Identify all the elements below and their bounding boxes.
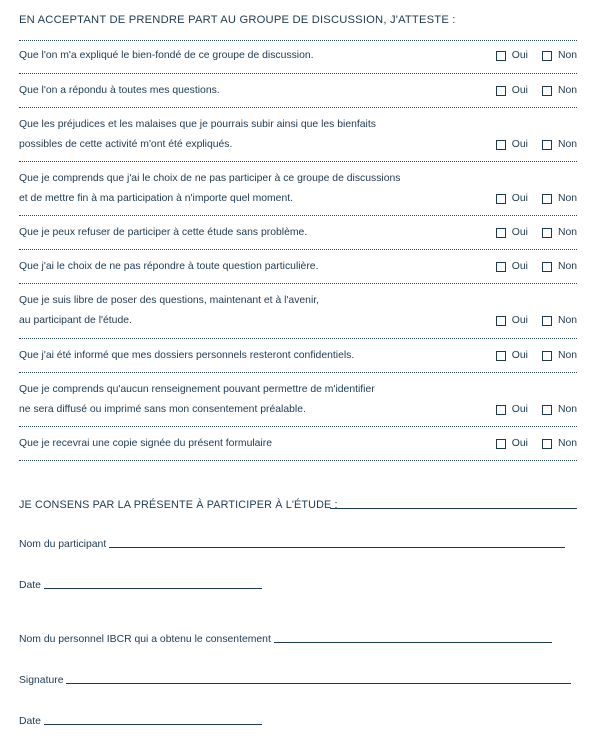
option-yes-label: Oui <box>511 139 528 150</box>
option-yes-label: Oui <box>511 227 528 238</box>
option-yes[interactable] <box>496 346 528 366</box>
consent-title: JE CONSENS PAR LA PRÉSENTE À PARTICIPER À L'ÉTUDE : <box>19 499 338 511</box>
attestation-text: Que j'ai le choix de ne pas répondre à toute question particulière. <box>19 261 319 272</box>
checkbox-no[interactable] <box>542 405 552 415</box>
option-yes[interactable] <box>496 257 528 277</box>
option-yes-label: Oui <box>511 85 528 96</box>
yes-no-options <box>496 81 577 101</box>
dotted-divider <box>19 215 577 216</box>
dotted-divider <box>19 426 577 427</box>
date-line-1[interactable] <box>44 588 262 589</box>
dotted-divider <box>19 283 577 284</box>
yes-no-options <box>496 189 577 209</box>
checkbox-no[interactable] <box>542 51 552 61</box>
dotted-divider <box>19 249 577 250</box>
option-no[interactable] <box>542 81 577 101</box>
checkbox-no[interactable] <box>542 439 552 449</box>
option-yes[interactable] <box>496 400 528 420</box>
signature-label: Signature <box>19 675 64 686</box>
option-no[interactable] <box>542 135 577 155</box>
dotted-divider <box>19 372 577 373</box>
date-field-1[interactable] <box>19 580 262 591</box>
option-yes-label: Oui <box>511 193 528 204</box>
option-yes[interactable] <box>496 223 528 243</box>
option-yes[interactable] <box>496 135 528 155</box>
attestation-text: Que je peux refuser de participer à cette étude sans problème. <box>19 227 308 238</box>
attestation-text: Que j'ai été informé que mes dossiers personnels resteront confidentiels. <box>19 350 355 361</box>
option-no-label: Non <box>557 227 577 238</box>
option-no[interactable] <box>542 46 577 66</box>
date-line-2[interactable] <box>44 724 262 725</box>
checkbox-yes[interactable] <box>496 351 506 361</box>
checkbox-no[interactable] <box>542 316 552 326</box>
dotted-divider <box>19 107 577 108</box>
attestation-item <box>19 223 577 243</box>
dotted-divider <box>19 73 577 74</box>
option-yes[interactable] <box>496 434 528 454</box>
yes-no-options <box>496 257 577 277</box>
attestation-text: Que je recevrai une copie signée du présent formulaire <box>19 438 272 449</box>
attestation-text: au participant de l'étude. <box>19 315 132 326</box>
checkbox-no[interactable] <box>542 228 552 238</box>
checkbox-no[interactable] <box>542 351 552 361</box>
participant-name-field[interactable] <box>19 539 565 550</box>
date-label-2: Date <box>19 716 41 727</box>
attestation-text: Que je suis libre de poser des questions, maintenant et à l'avenir, <box>19 295 320 306</box>
option-no-label: Non <box>557 139 577 150</box>
option-no-label: Non <box>557 404 577 415</box>
attestation-item <box>19 434 577 454</box>
option-no-label: Non <box>557 261 577 272</box>
option-no[interactable] <box>542 434 577 454</box>
yes-no-options <box>496 223 577 243</box>
attestation-item <box>19 46 577 66</box>
option-no[interactable] <box>542 311 577 331</box>
attestation-text: possibles de cette activité m'ont été expliqués. <box>19 139 233 150</box>
option-no-label: Non <box>557 50 577 61</box>
option-yes-label: Oui <box>511 404 528 415</box>
option-yes-label: Oui <box>511 261 528 272</box>
checkbox-yes[interactable] <box>496 228 506 238</box>
date-label-1: Date <box>19 580 41 591</box>
option-no[interactable] <box>542 400 577 420</box>
signature-line[interactable] <box>66 683 571 684</box>
staff-name-label: Nom du personnel IBCR qui a obtenu le consentement <box>19 634 271 645</box>
attestation-item <box>19 169 577 209</box>
attestation-item <box>19 115 577 155</box>
yes-no-options <box>496 434 577 454</box>
checkbox-yes[interactable] <box>496 439 506 449</box>
yes-no-options <box>496 135 577 155</box>
option-yes[interactable] <box>496 46 528 66</box>
yes-no-options <box>496 311 577 331</box>
option-yes-label: Oui <box>511 350 528 361</box>
attestation-item <box>19 257 577 277</box>
option-no-label: Non <box>557 315 577 326</box>
option-yes-label: Oui <box>511 50 528 61</box>
option-no-label: Non <box>557 438 577 449</box>
yes-no-options <box>496 400 577 420</box>
option-no[interactable] <box>542 223 577 243</box>
checkbox-yes[interactable] <box>496 316 506 326</box>
option-no-label: Non <box>557 85 577 96</box>
option-yes[interactable] <box>496 311 528 331</box>
option-no[interactable] <box>542 257 577 277</box>
participant-name-label: Nom du participant <box>19 539 107 550</box>
attestation-text: Que je comprends que j'ai le choix de ne pas participer à ce groupe de discussions <box>19 173 401 184</box>
checkbox-yes[interactable] <box>496 86 506 96</box>
yes-no-options <box>496 46 577 66</box>
dotted-divider <box>19 460 577 461</box>
option-no[interactable] <box>542 189 577 209</box>
checkbox-no[interactable] <box>542 140 552 150</box>
participant-name-line[interactable] <box>109 547 565 548</box>
option-yes-label: Oui <box>511 315 528 326</box>
attestation-text: et de mettre fin à ma participation à n'importe quel moment. <box>19 193 294 204</box>
attestation-item <box>19 380 577 420</box>
option-yes-label: Oui <box>511 438 528 449</box>
checkbox-yes[interactable] <box>496 51 506 61</box>
attestation-text: Que l'on a répondu à toutes mes questions. <box>19 85 220 96</box>
attestation-text: Que je comprends qu'aucun renseignement pouvant permettre de m'identifier <box>19 384 375 395</box>
checkbox-yes[interactable] <box>496 140 506 150</box>
attestation-text: Que l'on m'a expliqué le bien-fondé de ce groupe de discussion. <box>19 50 314 61</box>
attestation-text: Que les préjudices et les malaises que je pourrais subir ainsi que les bienfaits <box>19 119 376 130</box>
attestation-item <box>19 81 577 101</box>
date-field-2[interactable] <box>19 716 262 727</box>
staff-name-line[interactable] <box>274 642 552 643</box>
staff-name-field[interactable] <box>19 634 552 645</box>
checkbox-yes[interactable] <box>496 405 506 415</box>
attestation-text: ne sera diffusé ou imprimé sans mon consentement préalable. <box>19 404 306 415</box>
option-yes[interactable] <box>496 189 528 209</box>
dotted-divider <box>19 40 577 41</box>
option-no[interactable] <box>542 346 577 366</box>
checkbox-yes[interactable] <box>496 262 506 272</box>
checkbox-yes[interactable] <box>496 194 506 204</box>
attestation-heading: EN ACCEPTANT DE PRENDRE PART AU GROUPE DE DISCUSSION, J'ATTESTE : <box>19 14 456 26</box>
dotted-divider <box>19 338 577 339</box>
dotted-divider <box>19 161 577 162</box>
yes-no-options <box>496 346 577 366</box>
checkbox-no[interactable] <box>542 86 552 96</box>
option-yes[interactable] <box>496 81 528 101</box>
attestation-item <box>19 291 577 331</box>
checkbox-no[interactable] <box>542 194 552 204</box>
attestation-item <box>19 346 577 366</box>
checkbox-no[interactable] <box>542 262 552 272</box>
option-no-label: Non <box>557 193 577 204</box>
consent-line[interactable] <box>330 508 577 509</box>
option-no-label: Non <box>557 350 577 361</box>
signature-field[interactable] <box>19 675 571 686</box>
